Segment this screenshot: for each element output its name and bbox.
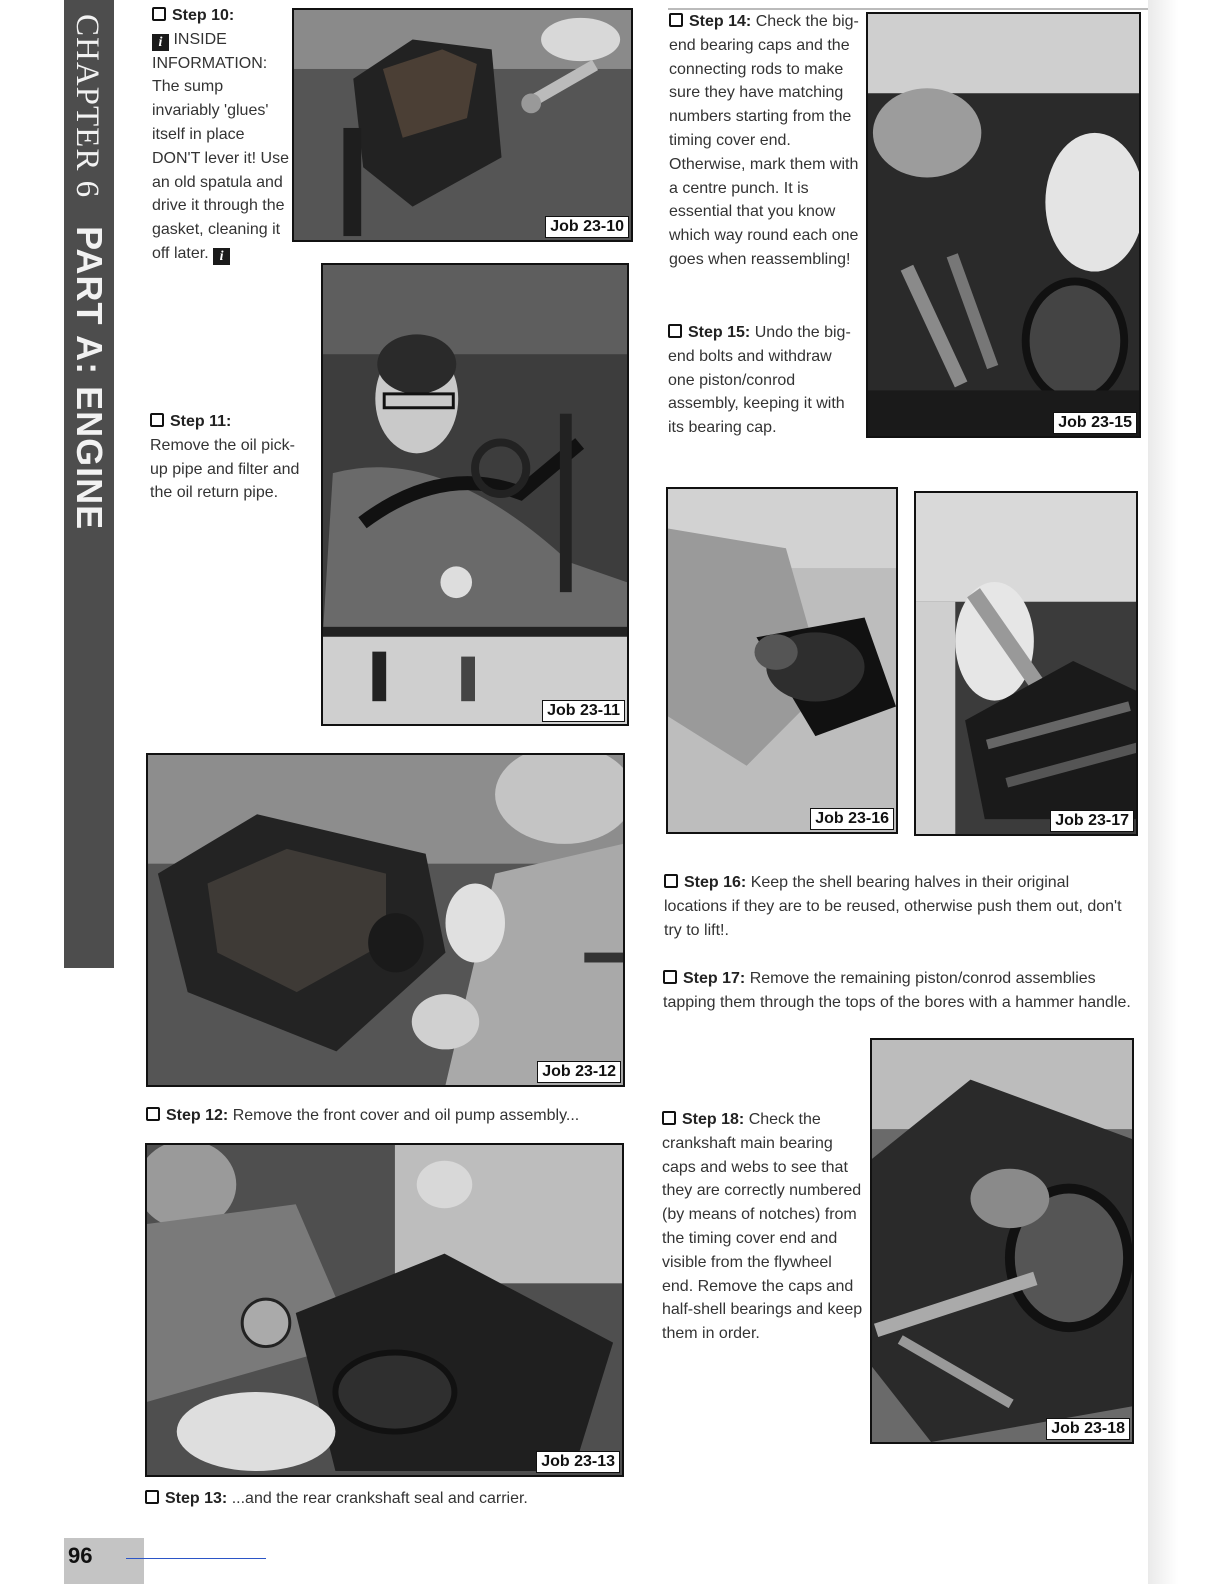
chapter-title bbox=[64, 0, 114, 968]
checkbox-icon bbox=[150, 413, 164, 427]
info-icon: i bbox=[152, 34, 169, 51]
footer-rule bbox=[126, 1558, 266, 1559]
checkbox-icon bbox=[663, 970, 677, 984]
photo-job-23-10 bbox=[292, 8, 633, 242]
step-11-text: Remove the oil pick-up pipe and filter and the oil return pipe. bbox=[150, 436, 300, 502]
photo-caption: Job 23-13 bbox=[536, 1451, 620, 1473]
checkbox-icon bbox=[668, 324, 682, 338]
checkbox-icon bbox=[669, 13, 683, 27]
photo-caption: Job 23-15 bbox=[1053, 412, 1137, 434]
checkbox-icon bbox=[146, 1107, 160, 1121]
photo-caption: Job 23-17 bbox=[1050, 810, 1134, 832]
step-14: Step 14: Check the big-end bearing caps and the connecting rods to make sure they have matching numbers starting from the timing cover end. Otherwise, mark them with a centre punch. It is essential that you know which way round each one goes when reassembling! bbox=[669, 13, 859, 268]
photo-job-23-12 bbox=[146, 753, 625, 1087]
step-15-text: Undo the big-end bolts and withdraw one piston/conrod assembly, keeping it with its bearing cap. bbox=[668, 324, 851, 437]
inside-info-label: INSIDE INFORMATION: bbox=[152, 30, 268, 72]
info-icon: i bbox=[213, 248, 230, 265]
photo-job-23-13 bbox=[145, 1143, 624, 1477]
page-number: 96 bbox=[68, 1543, 93, 1568]
part-label: PART A: ENGINE bbox=[69, 226, 110, 531]
photo-job-23-16 bbox=[666, 487, 898, 834]
checkbox-icon bbox=[664, 874, 678, 888]
checkbox-icon bbox=[145, 1490, 159, 1504]
chapter-label: CHAPTER 6 bbox=[69, 14, 105, 199]
photo-job-23-17 bbox=[914, 491, 1138, 836]
step-10: Step 10: i INSIDE INFORMATION: The sump invariably 'glues' itself in place DON'T lever it! Use an old spatula and drive it through the gasket, cleaning it off later. i bbox=[152, 7, 290, 264]
photo-caption: Job 23-10 bbox=[545, 216, 629, 238]
photo-caption: Job 23-16 bbox=[810, 808, 894, 830]
checkbox-icon bbox=[152, 7, 166, 21]
step-13-text: ...and the rear crankshaft seal and carrier. bbox=[231, 1490, 528, 1507]
step-17: Step 17: Remove the remaining piston/conrod assemblies tapping them through the tops of the bores with a hammer handle. bbox=[663, 970, 1131, 1011]
step-15: Step 15: Undo the big-end bolts and withdraw one piston/conrod assembly, keeping it with its bearing cap. bbox=[668, 324, 851, 437]
photo-job-23-18 bbox=[870, 1038, 1134, 1444]
photo-caption: Job 23-18 bbox=[1046, 1418, 1130, 1440]
photo-caption: Job 23-11 bbox=[542, 700, 625, 722]
step-16-text: Keep the shell bearing halves in their original locations if they are to be reused, otherwise push them out, don't try to lift!. bbox=[664, 874, 1122, 939]
step-12-text: Remove the front cover and oil pump assembly... bbox=[232, 1107, 580, 1124]
step-10-text: The sump invariably 'glues' itself in place DON'T lever it! Use an old spatula and drive it through the gasket, cleaning it off later. bbox=[152, 78, 290, 262]
page-edge bbox=[1148, 0, 1224, 1584]
step-11: Step 11: Remove the oil pick-up pipe and filter and the oil return pipe. bbox=[150, 413, 300, 502]
step-12: Step 12: Remove the front cover and oil pump assembly... bbox=[146, 1104, 636, 1128]
step-18-text: Check the crankshaft main bearing caps and webs to see that they are correctly numbered (by means of notches) from the timing cover end and visible from the flywheel end. Remove the caps and half-shell bearings and keep them in order. bbox=[662, 1111, 863, 1343]
step-14-text: Check the big-end bearing caps and the connecting rods to make sure they have matching numbers starting from the timing cover end. Otherwise, mark them with a centre punch. It is essential that you know which way round each one goes when reassembling! bbox=[669, 13, 859, 268]
step-13: Step 13: ...and the rear crankshaft seal and carrier. bbox=[145, 1487, 635, 1511]
step-16: Step 16: Keep the shell bearing halves in their original locations if they are to be reused, otherwise push them out, don't try to lift!. bbox=[664, 874, 1122, 939]
checkbox-icon bbox=[662, 1111, 676, 1125]
photo-job-23-15 bbox=[866, 12, 1141, 438]
photo-job-23-11 bbox=[321, 263, 629, 726]
photo-caption: Job 23-12 bbox=[537, 1061, 621, 1083]
step-18: Step 18: Check the crankshaft main bearing caps and webs to see that they are correctly numbered (by means of notches) from the timing cover end and visible from the flywheel end. Remove the caps and half-shell bearings and keep them in order. bbox=[662, 1111, 863, 1343]
step-17-text: Remove the remaining piston/conrod assemblies tapping them through the tops of the bores with a hammer handle. bbox=[663, 970, 1131, 1011]
